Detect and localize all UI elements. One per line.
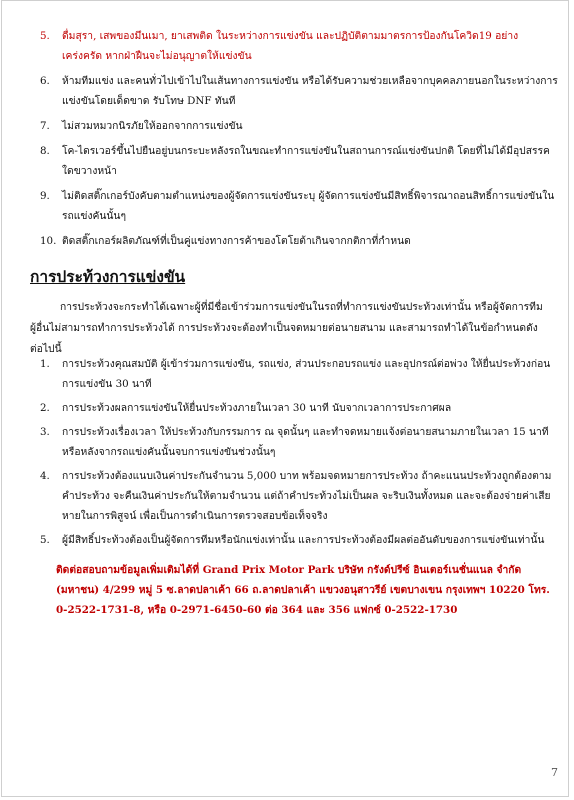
protest-text: การประท้วงเรื่องเวลา ให้ประท้วงกับกรรมการ ณ จุดนั้นๆ และทำจดหมายแจ้งต่อนายสนามภายในเวลา 15 นาที หรือหลังจากรถแข่งคันนั้นจบการแข่งขันช่วงนั้นๆ bbox=[62, 426, 549, 458]
rule-text: ห้ามทีมแข่ง และคนทั่วไปเข้าไปในเส้นทางการแข่งขัน หรือได้รับความช่วยเหลือจากบุคคลภายนอกในระหว่างการแข่งขันโดยเด็ดขาด รับโทษ DNF ทันที bbox=[62, 75, 558, 107]
protest-item bbox=[30, 422, 558, 462]
protest-text: การประท้วงผลการแข่งขันให้ยื่นประท้วงภายในเวลา 30 นาที นับจากเวลาการประกาศผล bbox=[62, 402, 452, 414]
rule-number: 9. bbox=[40, 190, 50, 202]
protest-number: 2. bbox=[40, 402, 50, 414]
protest-number: 5. bbox=[40, 534, 50, 546]
rule-text: ติดสติ๊กเกอร์ผลิตภัณฑ์ที่เป็นคู่แข่งทางการค้าของโตโยต้าเกินจากกติกาที่กำหนด bbox=[62, 235, 411, 247]
rule-number: 10. bbox=[40, 235, 57, 247]
protest-rules-list bbox=[30, 354, 558, 554]
protest-intro: การประท้วงจะกระทำได้เฉพาะผู้ที่มีชื่อเข้าร่วมการแข่งขันในรถที่ทำการแข่งขันประท้วงเท่านั้น หรือผู้จัดการทีม ผู้อื่นไม่สามารถทำการประท้วงได้ การประท้วงจะต้องทำเป็นจดหมายต่อนายสนาม และสามารถทำได้ในข้อกำหนดดังต่อไปนี้ bbox=[30, 301, 543, 355]
protest-number: 1. bbox=[40, 358, 50, 370]
rule-text: ไม่ติดสติ๊กเกอร์บังคับตามตำแหน่งของผู้จัดการแข่งขันระบุ ผู้จัดการแข่งขันมีสิทธิ์พิจารณาถอนสิทธิ์การแข่งขันในรถแข่งคันนั้นๆ bbox=[62, 190, 555, 222]
rule-number: 8. bbox=[40, 145, 50, 157]
protest-text: ผู้มีสิทธิ์ประท้วงต้องเป็นผู้จัดการทีมหรือนักแข่งเท่านั้น และการประท้วงต้องมีผลต่ออันดับของการแข่งขันเท่านั้น bbox=[62, 534, 545, 546]
protest-number: 3. bbox=[40, 426, 50, 438]
protest-item bbox=[30, 398, 558, 418]
rule-item bbox=[30, 71, 558, 111]
rule-text: ดื่มสุรา, เสพของมึนเมา, ยาเสพติด ในระหว่างการแข่งขัน และปฏิบัติตามมาตรการป้องกันโควิด19 อย่างเคร่งครัด หากฝ่าฝืนจะไม่อนุญาตให้แข่งขัน bbox=[62, 30, 519, 62]
rule-number: 5. bbox=[40, 30, 50, 42]
protest-item bbox=[30, 466, 558, 526]
page-number: 7 bbox=[551, 766, 558, 779]
contact-info: ติดต่อสอบถามข้อมูลเพิ่มเติมได้ที่ Grand Prix Motor Park บริษัท กรังด์ปรีซ์ อินเตอร์เนชั่นแนล จำกัด (มหาชน) 4/299 หมู่ 5 ซ.ลาดปลาเค้า 66 ถ.ลาดปลาเค้า แขวงอนุสาวรีย์ เขตบางเขน กรุงเทพฯ 10220 โทร. 0-2522-1731-8, หรือ 0-2971-6450-60 ต่อ 364 และ 356 แฟกซ์ 0-2522-1730 bbox=[56, 564, 550, 616]
rule-item bbox=[30, 186, 558, 226]
rule-number: 7. bbox=[40, 120, 50, 132]
rule-number: 6. bbox=[40, 75, 50, 87]
rule-text: ไม่สวมหมวกนิรภัยให้ออกจากการแข่งขัน bbox=[62, 120, 243, 132]
rule-item bbox=[30, 26, 558, 66]
protest-number: 4. bbox=[40, 470, 50, 482]
protest-item bbox=[30, 354, 558, 394]
protest-heading: การประท้วงการแข่งขัน bbox=[30, 267, 186, 286]
protest-item bbox=[30, 530, 558, 550]
rule-item bbox=[30, 231, 558, 251]
protest-text: การประท้วงคุณสมบัติ ผู้เข้าร่วมการแข่งขัน, รถแข่ง, ส่วนประกอบรถแข่ง และอุปกรณ์ต่อพ่วง ให้ยื่นประท้วงก่อนการแข่งขัน 30 นาที bbox=[62, 358, 551, 390]
protest-text: การประท้วงต้องแนบเงินค่าประกันจำนวน 5,000 บาท พร้อมจดหมายการประท้วง ถ้าคะแนนประท้วงถูกต้องตามคำประท้วง จะคืนเงินค่าประกันให้ตามจำนวน แต่ถ้าคำประท้วงไม่เป็นผล จะริบเงินทั้งหมด และจะต้องจ่ายค่าเสียหายในการพิสูจน์ เพื่อเป็นการดำเนินการตรวจสอบข้อเท็จจริง bbox=[62, 470, 552, 522]
rule-text: โค-ไดรเวอร์ขึ้นไปยืนอยู่บนกระบะหลังรถในขณะทำการแข่งขันในสถานการณ์แข่งขันปกติ โดยที่ไม่ได้มีอุปสรรคใดขวางหน้า bbox=[62, 145, 550, 177]
prohibited-rules-list bbox=[30, 26, 558, 256]
rule-item bbox=[30, 141, 558, 181]
rule-item bbox=[30, 116, 558, 136]
